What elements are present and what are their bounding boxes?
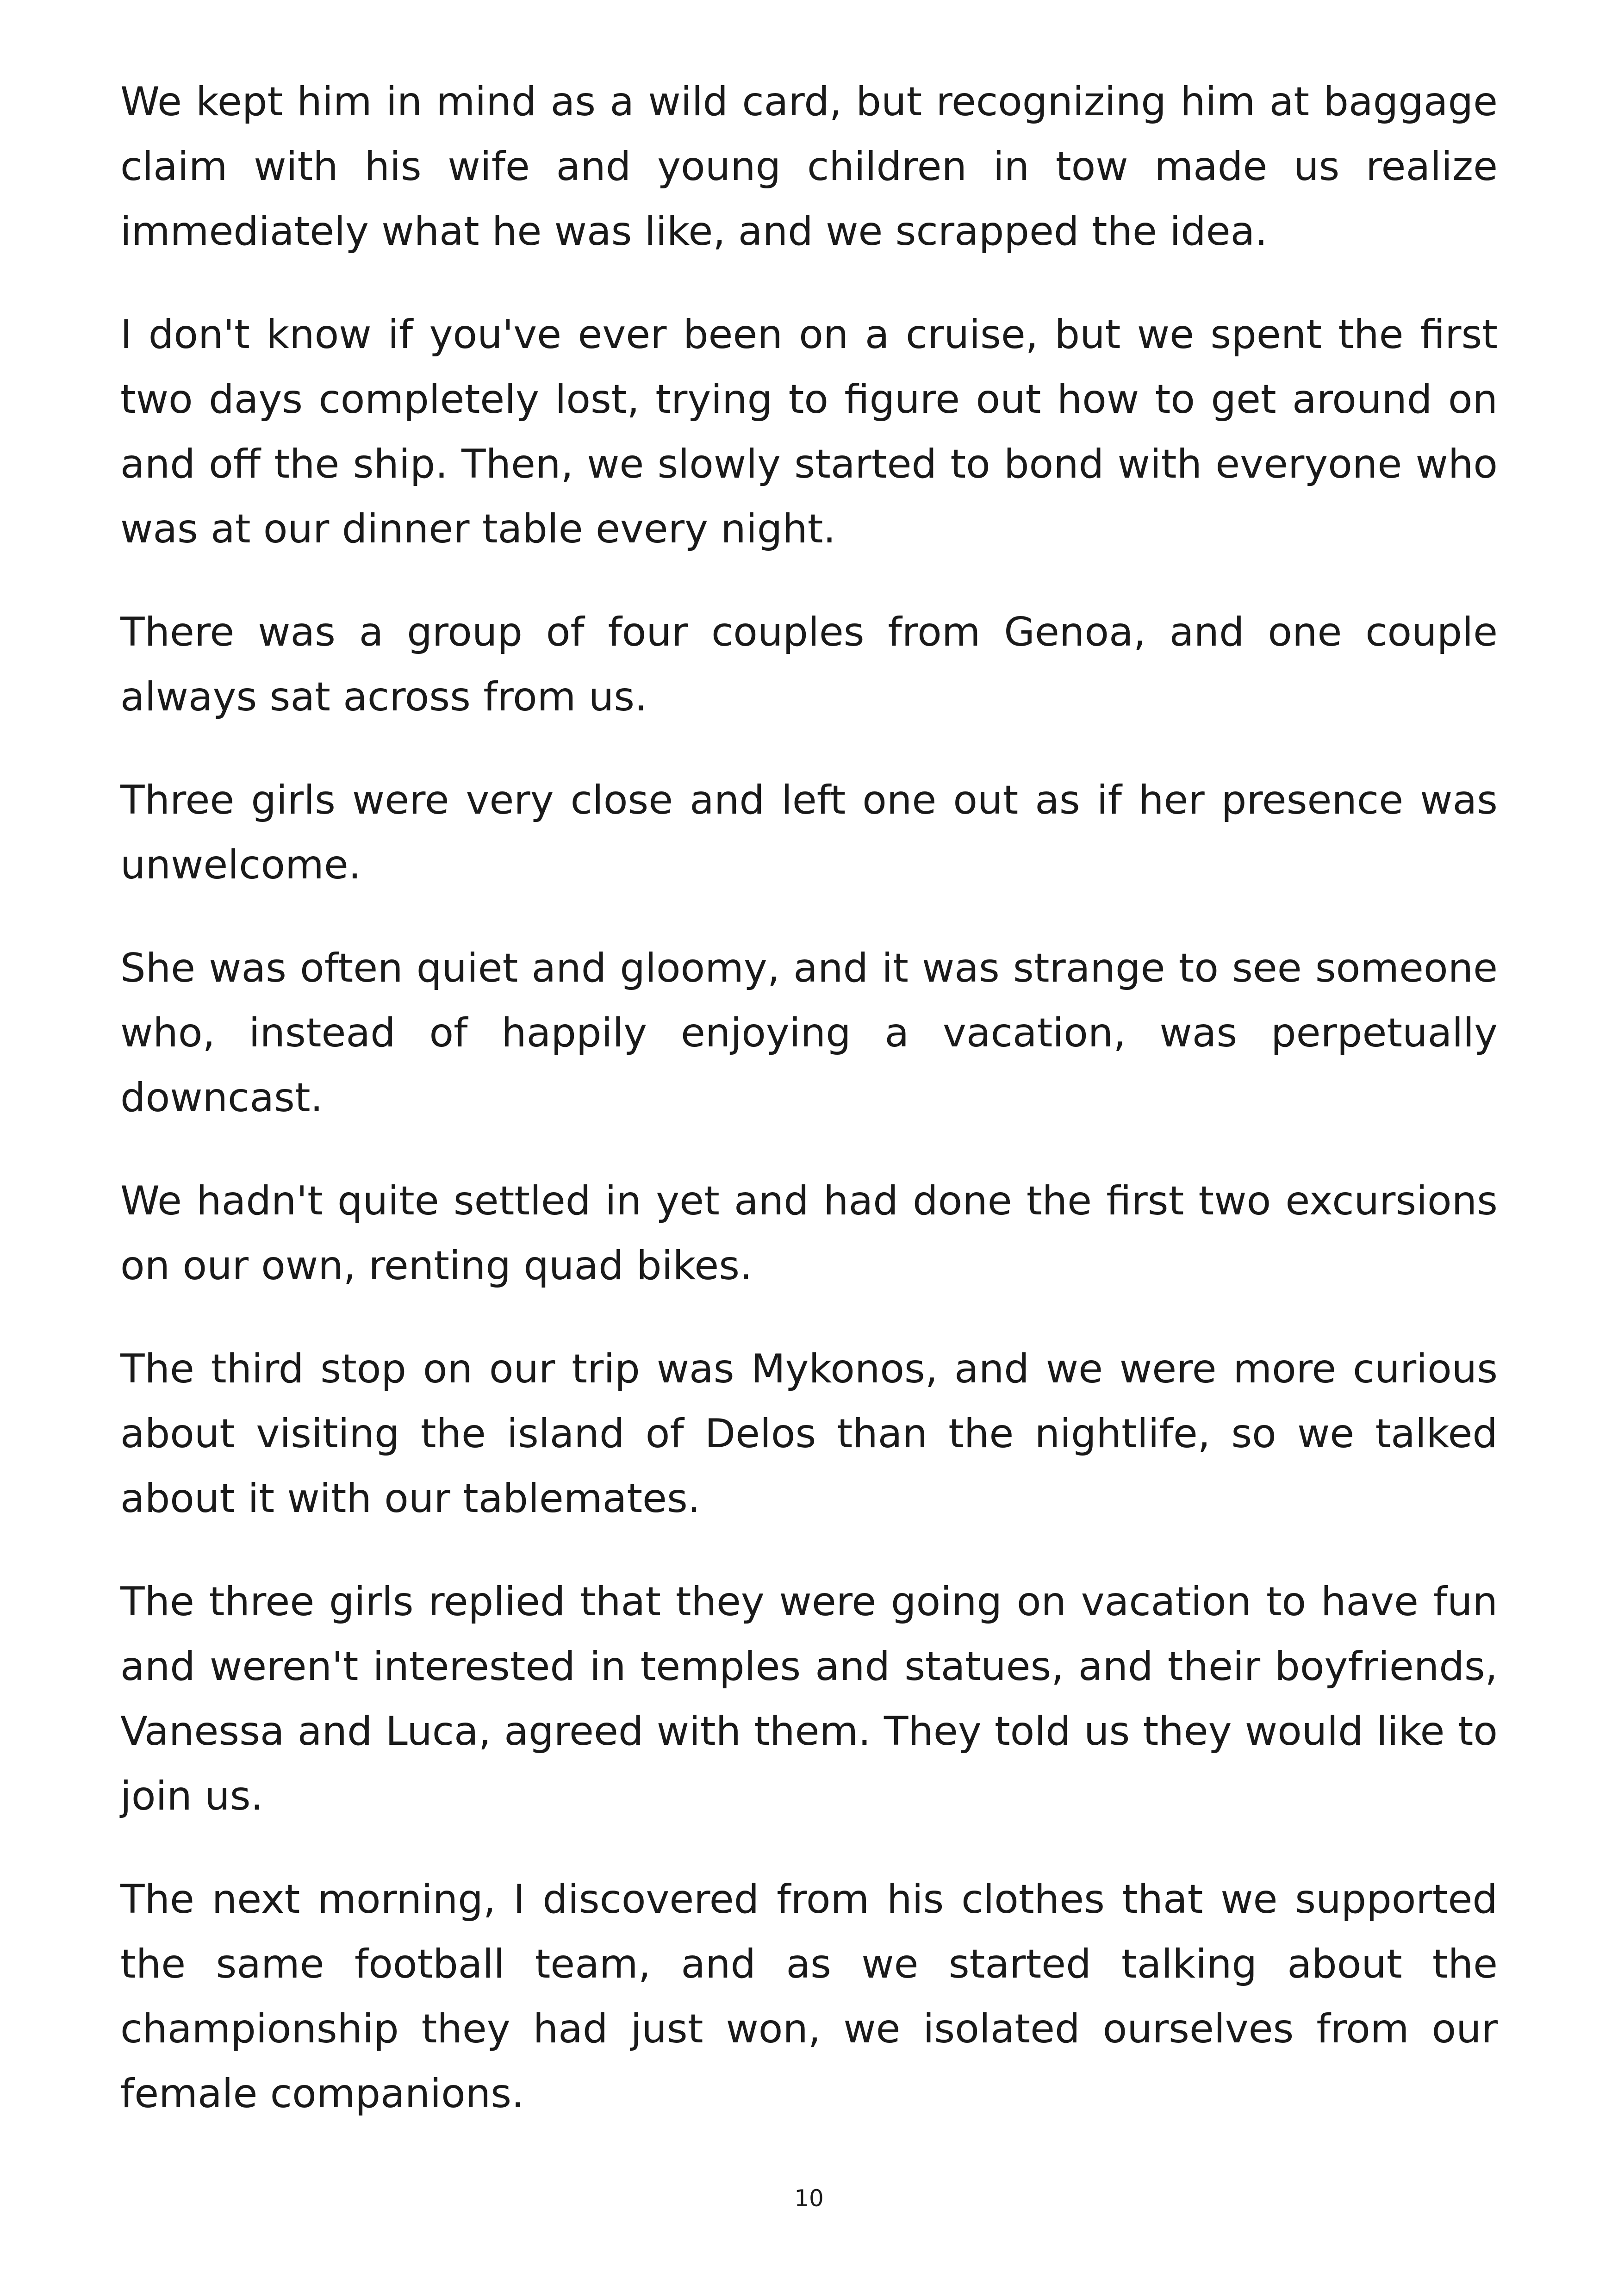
paragraph-5: She was often quiet and gloomy, and it was strange to see someone who, instead of happily enjoying a vacation, was perpetually downcast. <box>120 945 1498 1121</box>
paragraph-3: There was a group of four couples from Genoa, and one couple always sat across from us. <box>120 609 1498 720</box>
body-text <box>120 69 1498 2165</box>
paragraph-9: The next morning, I discovered from his clothes that we supported the same football team, and as we started talking about the championship they had just won, we isolated ourselves from our female companions. <box>120 1876 1498 2117</box>
paragraph-1: We kept him in mind as a wild card, but recognizing him at baggage claim with his wife and young children in tow made us realize immediately what he was like, and we scrapped the idea. <box>120 79 1498 255</box>
page-number: 10 <box>794 2185 824 2212</box>
paragraph-7: The third stop on our trip was Mykonos, and we were more curious about visiting the island of Delos than the nightlife, so we talked about it with our tablemates. <box>120 1346 1498 1522</box>
paragraph-8: The three girls replied that they were going on vacation to have fun and weren't interested in temples and statues, and their boyfriends, Vanessa and Luca, agreed with them. They told us they would like to join us. <box>120 1579 1498 1819</box>
paragraph-6: We hadn't quite settled in yet and had done the first two excursions on our own, renting quad bikes. <box>120 1178 1498 1289</box>
paragraph-2: I don't know if you've ever been on a cruise, but we spent the first two days completely lost, trying to figure out how to get around on and off the ship. Then, we slowly started to bond with everyone who was at our dinner table every night. <box>120 311 1498 552</box>
paragraph-4: Three girls were very close and left one out as if her presence was unwelcome. <box>120 777 1498 888</box>
